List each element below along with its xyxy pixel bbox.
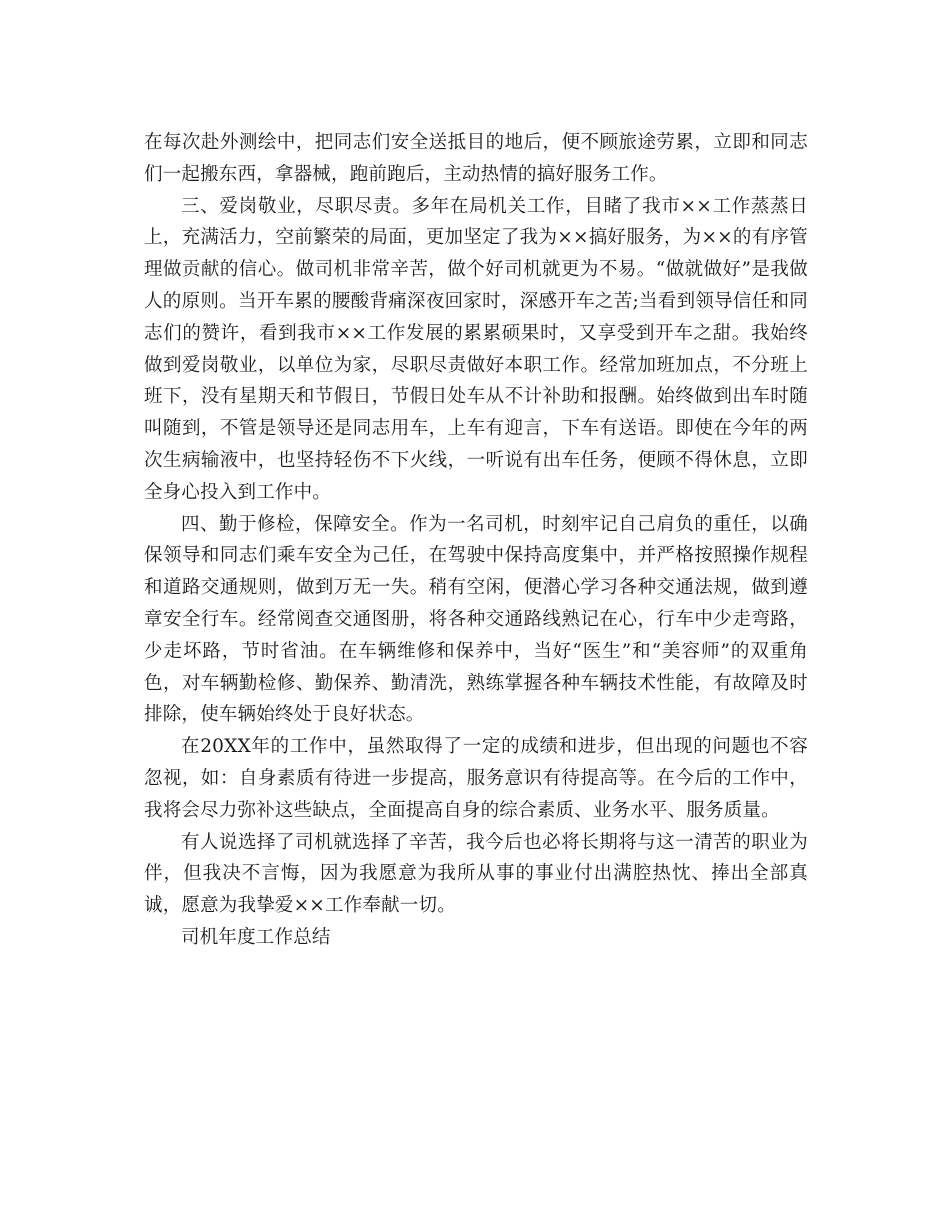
paragraph-continuation: 在每次赴外测绘中，把同志们安全送抵目的地后，便不顾旅途劳累，立即和同志们一起搬东西，拿器械，跑前跑后，主动热情的搞好服务工作。 [144,132,808,185]
document-body [144,127,808,954]
paragraph-section-three: 三、爱岗敬业，尽职尽责。多年在局机关工作，目睹了我市××工作蒸蒸日上，充满活力，空前繁荣的局面，更加坚定了我为××搞好服务，为××的有序管理做贡献的信心。做司机非常辛苦，做个好司机就更为不易。“做就做好”是我做人的原则。当开车累的腰酸背痛深夜回家时，深感开车之苦;当看到领导信任和同志们的赞许，看到我市××工作发展的累累硕果时，又享受到开车之甜。我始终做到爱岗敬业，以单位为家，尽职尽责做好本职工作。经常加班加点，不分班上班下，没有星期天和节假日，节假日处车从不计补助和报酬。始终做到出车时随叫随到，不管是领导还是同志用车，上车有迎言，下车有送语。即使在今年的两次生病输液中，也坚持轻伤不下火线，一听说有出车任务，便顾不得休息，立即全身心投入到工作中。 [144,195,808,503]
paragraph-section-four: 四、勤于修检，保障安全。作为一名司机，时刻牢记自己肩负的重任，以确保领导和同志们乘车安全为己任，在驾驶中保持高度集中，并严格按照操作规程和道路交通规则，做到万无一失。稍有空闲，便潜心学习各种交通法规，做到遵章安全行车。经常阅查交通图册，将各种交通路线熟记在心，行车中少走弯路，少走坏路，节时省油。在车辆维修和保养中，当好“医生”和“美容师”的双重角色，对车辆勤检修、勤保养、勤清洗，熟练掌握各种车辆技术性能，有故障及时排除，使车辆始终处于良好状态。 [144,513,808,726]
paragraph-conclusion: 有人说选择了司机就选择了辛苦，我今后也必将长期将与这一清苦的职业为伴，但我决不言悔，因为我愿意为我所从事的事业付出满腔热忱、捧出全部真诚，愿意为我挚爱××工作奉献一切。 [144,831,808,917]
closing-title: 司机年度工作总结 [181,926,331,948]
paragraph-shortcomings: 在20XX年的工作中，虽然取得了一定的成绩和进步，但出现的问题也不容忽视，如：自身素质有待进一步提高，服务意识有待提高等。在今后的工作中，我将会尽力弥补这些缺点，全面提高自身的综合素质、业务水平、服务质量。 [144,736,808,821]
